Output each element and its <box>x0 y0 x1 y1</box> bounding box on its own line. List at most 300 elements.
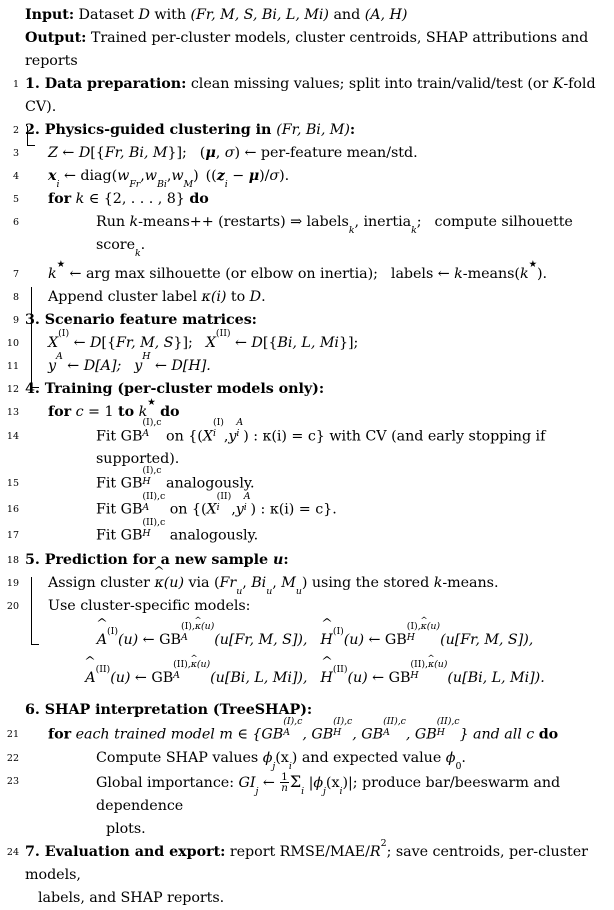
sup-A: A <box>56 351 63 363</box>
for-keyword: for <box>48 404 72 420</box>
sup-IIc: (II),c <box>142 516 166 528</box>
sub-i-2: i <box>236 428 240 440</box>
sup-II-kappa-2: (II),^ κ(u) <box>410 660 447 669</box>
line-number-15: 15 <box>6 478 19 490</box>
sub-k-3: k <box>135 247 141 259</box>
sub-H: H <box>406 632 415 644</box>
sup-A: A <box>236 417 244 429</box>
line-1-text <box>22 73 614 119</box>
line-number-1: 1 <box>12 79 19 90</box>
M-symbol: M <box>281 575 296 592</box>
line-11-text <box>22 351 614 378</box>
sup-Ic-2: (I),c <box>333 715 353 727</box>
to-keyword: to <box>118 404 135 420</box>
algorithm-line-25-continuation <box>0 887 614 910</box>
algorithm-line-2 <box>0 119 614 142</box>
index-i: i <box>56 178 60 190</box>
minus: − <box>227 168 249 184</box>
w-symbol-3: w <box>171 168 184 184</box>
line-24-tail: )|; produce bar/beeswarm and dependence <box>96 775 561 815</box>
assign-arrow: ← <box>59 168 81 184</box>
index-arg: (i) <box>210 289 227 305</box>
sup-II: (II) <box>215 328 231 340</box>
star-sup-2: ★ <box>528 259 537 271</box>
assign-arrow: ← <box>69 335 90 351</box>
sub-A: A <box>180 632 188 644</box>
bracket-open: [{ <box>101 335 116 351</box>
algorithm-line-18 <box>0 549 614 572</box>
kappa-hat: ^ κ <box>191 660 197 669</box>
m-symbol: m <box>219 726 233 743</box>
sup-2: 2 <box>380 837 387 849</box>
y-indices <box>243 490 251 516</box>
inertia-text: , inertia <box>354 214 412 230</box>
line-18-text <box>22 549 614 572</box>
fit-gb: Fit GB <box>96 428 143 445</box>
y-indices <box>236 417 244 443</box>
gb-symbol: GB <box>159 632 181 649</box>
line-6-text <box>22 211 614 257</box>
X-indices <box>212 417 224 443</box>
input-label: Input: <box>25 7 75 23</box>
line-24-text <box>22 770 614 818</box>
dataset-symbol: D <box>138 7 150 23</box>
D-symbol-2: D <box>171 358 183 374</box>
do-keyword: do <box>160 404 180 420</box>
line-12-text <box>22 378 614 401</box>
sub-A: A <box>283 726 290 738</box>
algorithm-line-17 <box>0 516 614 549</box>
sigma-symbol: σ <box>224 145 235 161</box>
for-keyword: for <box>48 726 72 743</box>
line-number-13: 13 <box>6 407 19 418</box>
comma: , <box>215 145 225 161</box>
line-number-17: 17 <box>6 530 19 542</box>
sup-I-part-2: (I) <box>406 621 418 633</box>
display-equation-2 <box>22 659 614 694</box>
H-hat-symbol: ^ H <box>320 662 332 694</box>
for-keyword: for <box>48 191 72 207</box>
Bi-symbol: Bi <box>251 575 267 592</box>
gb-indices-2 <box>410 659 448 685</box>
kappa-hat-2: ^ κ <box>428 660 434 669</box>
assign-arrow-2: ← <box>364 632 385 649</box>
sub-H: H <box>142 527 151 539</box>
bracket-open-2: [{ <box>262 335 278 351</box>
assign-arrow: ← <box>62 358 84 374</box>
gb-indices <box>180 621 215 647</box>
z-vector: z <box>216 168 225 184</box>
line-number-5: 5 <box>12 194 19 205</box>
feature-list-1: Fr, M, S <box>116 335 174 351</box>
display-equation-1-row <box>0 621 614 656</box>
line-25-a: report RMSE/MAE/ <box>225 844 370 861</box>
algorithm-line-9 <box>0 309 614 332</box>
sup-IIc-2: (II),c <box>436 715 460 727</box>
feature-list: Fr, Bi, M <box>104 145 168 161</box>
algorithm-line-22 <box>0 715 614 747</box>
algorithm-line-23 <box>0 747 614 770</box>
line-23-text <box>22 747 614 770</box>
algorithm-line-13 <box>0 397 614 424</box>
D-symbol: D <box>83 358 96 374</box>
k-symbol-3: k <box>519 266 529 282</box>
gb-3: GB <box>361 726 384 743</box>
sup-II: (II) <box>216 490 232 502</box>
colon: : <box>349 122 356 138</box>
fit-gb: Fit GB <box>96 501 143 518</box>
algorithm-output-line <box>0 27 614 73</box>
H-hat-symbol: ^ H <box>320 624 332 656</box>
line-number-10: 10 <box>6 338 19 349</box>
comma-2: , <box>352 726 362 743</box>
gb-1-indices <box>283 715 303 741</box>
sub-i-2: i <box>243 501 247 513</box>
kappa-hat-symbol: ^ κ <box>154 572 163 595</box>
sub-i: i <box>212 428 216 440</box>
sup-I: (I) <box>58 328 70 340</box>
line-number-18: 18 <box>6 555 19 567</box>
sub-j-2: j <box>323 785 326 797</box>
X-symbol: X <box>48 335 59 351</box>
means-text: -means. <box>442 575 499 592</box>
algorithm-line-4 <box>0 165 614 188</box>
each-model-text: each trained model <box>71 726 220 743</box>
fit-gb: Fit GB <box>96 475 143 492</box>
sub-j: j <box>272 760 276 772</box>
sum-index: i <box>301 785 305 797</box>
u-arg-2: (u) <box>347 670 368 687</box>
abs-open: | <box>308 775 314 792</box>
eq-args-2b: (u[Bi, L, Mi]). <box>447 670 545 687</box>
assign-arrow: ← <box>57 145 79 161</box>
algorithm-line-3 <box>0 142 614 165</box>
line-21-text <box>22 699 614 722</box>
set-open: ∈ { <box>232 726 262 743</box>
gb-symbol: GB <box>151 670 174 687</box>
algorithm-line-12 <box>0 378 614 401</box>
sup-I-kappa: (I),^ κ(u) <box>181 622 214 631</box>
algorithm-line-25 <box>0 837 614 887</box>
algorithm-line-1 <box>0 73 614 119</box>
eq-args-1b: (u[Fr, M, S]), <box>440 632 534 649</box>
gb-4: GB <box>414 726 437 743</box>
sub-A-2: A <box>383 726 390 738</box>
input-with: with <box>149 7 191 23</box>
line-number-24: 23 <box>6 776 19 788</box>
via-word: via ( <box>183 575 220 592</box>
star-sup: ★ <box>147 397 156 409</box>
D-symbol-2: D <box>251 335 263 351</box>
Fr-symbol: Fr <box>219 575 237 592</box>
period: . <box>140 237 146 253</box>
c-symbol: c <box>75 404 84 420</box>
y-symbol: y <box>48 358 57 374</box>
R-symbol: R <box>369 844 381 861</box>
do-keyword: do <box>538 726 559 743</box>
step-title-5: 5. Prediction for a new sample <box>25 552 273 569</box>
period: . <box>261 289 266 305</box>
step-title-2: 2. Physics-guided clustering in <box>25 122 277 138</box>
do-keyword: do <box>189 191 209 207</box>
line-25-b: ; save centroids, per-cluster models, <box>25 844 588 884</box>
sub-k-2: k <box>411 224 417 236</box>
semicolon: ; <box>416 214 422 230</box>
sum-symbol: Σ <box>289 772 302 792</box>
line-number-6: 6 <box>12 217 19 228</box>
step-title-4: 4. Training (per-cluster models only): <box>25 381 325 397</box>
line-number-11: 11 <box>6 361 19 372</box>
display-equation-1 <box>22 621 614 656</box>
sub-u-3: u <box>295 585 302 597</box>
line-number-8: 8 <box>12 292 19 303</box>
assign-arrow: ← <box>130 670 152 687</box>
line-14-text: Fit GB (I),c A on {(X (I) i ,y A i ) : κ(i) = c} with CV (and early stopping if supported). <box>96 417 546 468</box>
bracket-H: [H]. <box>182 358 211 374</box>
line-8-text <box>22 286 614 309</box>
sup-I: (I) <box>107 625 118 637</box>
sup-II-part-2: (II) <box>410 659 426 671</box>
comma-3: , <box>405 726 415 743</box>
line-number-9: 9 <box>12 315 19 326</box>
gb-indices <box>142 516 166 542</box>
k-symbol-2: k <box>454 266 463 282</box>
line-number-14: 14 <box>6 431 19 442</box>
sup-II-part: (II) <box>173 659 188 671</box>
expected-text: ) and expected value <box>291 750 446 767</box>
line-16-tail: ) : κ(i) = c}. <box>250 501 337 518</box>
gb-3-indices <box>383 715 406 741</box>
fit-gb: Fit GB <box>96 527 143 544</box>
to-word: to <box>226 289 250 305</box>
algorithm-line-20 <box>0 595 614 618</box>
x-open: (x <box>275 750 289 767</box>
equals-one: = 1 <box>83 404 119 420</box>
output-text <box>22 27 614 73</box>
line-3-text: Z ← D[{Fr, Bi, M}]; (μ, σ) ← per-feature mean/std. <box>48 145 418 161</box>
sub-k: k <box>348 224 355 236</box>
denominator: n <box>281 782 288 795</box>
algorithm-line-11 <box>0 351 614 378</box>
sub-A: A <box>142 428 150 440</box>
assign-arrow: ← <box>138 632 160 649</box>
line-4-text: $x_i$ ← $diag(w_{Fr},w_{Bi},w_M) ((z_i - \mu)/\sigma)$. <box>48 168 290 190</box>
assign-arrow: ← <box>258 775 280 792</box>
sub-H: H <box>142 475 151 487</box>
labels-text: labels ← <box>390 266 455 282</box>
mu-symbol: μ <box>248 168 260 184</box>
line-number-7: 7 <box>12 269 19 280</box>
algorithm-line-5 <box>0 188 614 211</box>
line-number-19: 19 <box>6 578 19 590</box>
w-symbol-2: w <box>144 168 157 184</box>
line-14-tail: ) : κ(i) = c} with CV (and early stopping if supported). <box>96 428 546 468</box>
kmeans-call: -means( <box>462 266 520 282</box>
sup-II-2: (II) <box>332 663 348 675</box>
sub-A: A <box>173 670 180 682</box>
k-symbol: k <box>433 575 443 592</box>
gb-indices <box>142 490 166 516</box>
u-arg-sup: (u) <box>200 621 215 633</box>
phi-symbol: ϕ <box>313 775 324 792</box>
algorithm-line-16 <box>0 490 614 523</box>
u-symbol: u <box>272 552 284 569</box>
argmax-text: arg max silhouette (or elbow on inertia); <box>85 266 378 282</box>
sup-H: H <box>142 351 151 363</box>
sub-Bi: Bi <box>156 178 167 190</box>
eq-args-1: (u[Fr, M, S]), <box>214 632 308 649</box>
period: . <box>461 750 466 767</box>
sub-j: j <box>255 785 259 797</box>
eq-args-2: (u[Bi, L, Mi]), <box>210 670 308 687</box>
sub-i: i <box>216 501 220 513</box>
bracket-open: [{ <box>90 145 105 161</box>
sub-H: H <box>410 670 419 682</box>
feature-list-2: Bi, L, Mi <box>277 335 339 351</box>
sub-i: i <box>288 760 292 772</box>
x-open: (x <box>325 775 340 792</box>
sub-u: u <box>236 585 243 597</box>
sup-IIc: (II),c <box>383 715 406 727</box>
line-number-23: 22 <box>6 753 19 765</box>
line-5-text <box>22 188 614 211</box>
input-and: and <box>328 7 365 23</box>
D-symbol: D <box>78 145 91 161</box>
bracket-A: [A]; <box>95 358 122 374</box>
gb-2: GB <box>311 726 334 743</box>
assign-arrow-2: ← <box>367 670 389 687</box>
using-text: ) using the stored <box>301 575 434 592</box>
Z-symbol: Z <box>48 145 58 161</box>
sup-A: A <box>243 490 251 502</box>
sup-Ic: (I),c <box>142 417 162 429</box>
algorithm-line-6 <box>0 211 614 257</box>
gb-indices <box>142 417 162 443</box>
u-arg-sup: (u) <box>196 659 211 671</box>
sub-0: 0 <box>455 760 462 772</box>
assign-arrow: ← <box>65 266 86 282</box>
assign-arrow-2: ← <box>240 145 261 161</box>
sub-M: M <box>183 178 194 190</box>
line-17-text <box>22 516 614 547</box>
algorithm-line-8 <box>0 286 614 309</box>
u-arg-2: (u) <box>343 632 364 649</box>
line-24-cont-text: plots. <box>106 821 146 838</box>
cluster-vars: (Fr, Bi, M) <box>276 122 350 138</box>
k-symbol: k <box>48 266 57 282</box>
line-2-text <box>22 119 614 142</box>
k-symbol: k <box>75 191 85 207</box>
range-set: ∈ {2, . . . , 8} <box>84 191 190 207</box>
step-title-1: 1. Data preparation: <box>25 76 187 92</box>
line-1-a: clean missing values; split into train/valid/test (or <box>186 76 553 92</box>
line-15-tail: analogously. <box>161 475 255 492</box>
kappa-hat: ^ κ <box>195 622 201 631</box>
line-25-text <box>22 837 614 887</box>
gb-1: GB <box>261 726 284 743</box>
gb-indices <box>173 659 211 685</box>
X-symbol: X <box>206 501 217 518</box>
sub-H-2: H <box>436 726 445 738</box>
silhouette-text: compute silhouette score <box>96 214 573 253</box>
algorithm-line-24-continuation <box>0 818 614 841</box>
y-symbol: y <box>228 428 237 445</box>
gb-4-indices <box>436 715 460 741</box>
input-prefix: Dataset <box>74 7 139 23</box>
mu-symbol: μ <box>205 145 216 161</box>
kmeans-text: -means++ (restarts) ⇒ labels <box>138 214 349 230</box>
output-label: Output: <box>25 30 87 46</box>
numerator: 1 <box>281 770 288 783</box>
sup-I-2: (I) <box>332 625 344 637</box>
line-1-b: -fold CV). <box>25 76 596 115</box>
X-indices <box>216 490 232 516</box>
bracket-close-2: }]; <box>338 335 359 351</box>
colon: : <box>283 552 289 569</box>
u-arg-sup-2: (u) <box>426 621 441 633</box>
line-number-20: 20 <box>6 601 19 613</box>
algorithm-line-21 <box>0 699 614 722</box>
on-set: on {( <box>165 501 207 518</box>
line-25-cont-text: labels, and SHAP reports. <box>38 890 225 907</box>
kappa-symbol: κ <box>201 289 211 305</box>
bracket-close: }]; <box>173 335 193 351</box>
step-title-7: 7. Evaluation and export: <box>25 844 226 861</box>
line-9-text <box>22 309 614 332</box>
sup-II-kappa: (II),^ κ(u) <box>173 660 210 669</box>
line-number-2: 2 <box>12 125 19 136</box>
line-number-22: 21 <box>6 729 19 741</box>
sup-Ic: (I),c <box>283 715 303 727</box>
input-text <box>22 4 614 27</box>
display-equation-2-row <box>0 659 614 694</box>
sub-Fr: Fr <box>129 178 141 190</box>
on-set: on {( <box>161 428 203 445</box>
index-i-2: i <box>224 178 228 190</box>
append-text: Append cluster label <box>48 289 202 305</box>
line-19-text: Assign cluster ^ κ(u) via ($Fr_u$, $Bi_u$, $M_u$) using the stored k-means. <box>22 572 614 595</box>
assign-arrow-2: ← <box>230 335 252 351</box>
algorithm-line-7 <box>0 259 614 286</box>
u-arg: (u) <box>117 632 139 649</box>
y-symbol: y <box>235 501 244 518</box>
w-symbol: w <box>117 168 130 184</box>
X-symbol: X <box>202 428 213 445</box>
sup-IIc: (II),c <box>142 490 166 502</box>
A-hat-symbol: ^ A <box>85 662 95 694</box>
gb-indices <box>142 464 162 490</box>
algorithm-input-line <box>0 4 614 27</box>
u-arg-sup-2: (u) <box>434 659 448 671</box>
sup-I: (I) <box>212 417 224 429</box>
sigma-symbol: σ <box>269 168 280 184</box>
one-over-n-fraction <box>280 772 289 794</box>
assign-arrow-2: ← <box>150 358 172 374</box>
gb-indices-2 <box>406 621 441 647</box>
phi-symbol: ϕ <box>262 750 273 767</box>
compute-text: Compute SHAP values <box>96 750 263 767</box>
line-13-text <box>22 397 614 424</box>
line-3-tail: per-feature mean/std. <box>260 145 418 161</box>
k-symbol: k <box>138 404 148 420</box>
algorithm-line-14 <box>0 417 614 471</box>
close-paren: ). <box>536 266 548 282</box>
sup-I-kappa-2: (I),^ κ(u) <box>407 622 440 631</box>
D-symbol: D <box>249 289 262 305</box>
u-arg: (u) <box>163 575 184 592</box>
sup-I-part: (I) <box>180 621 192 633</box>
gb-symbol-2: GB <box>388 670 411 687</box>
